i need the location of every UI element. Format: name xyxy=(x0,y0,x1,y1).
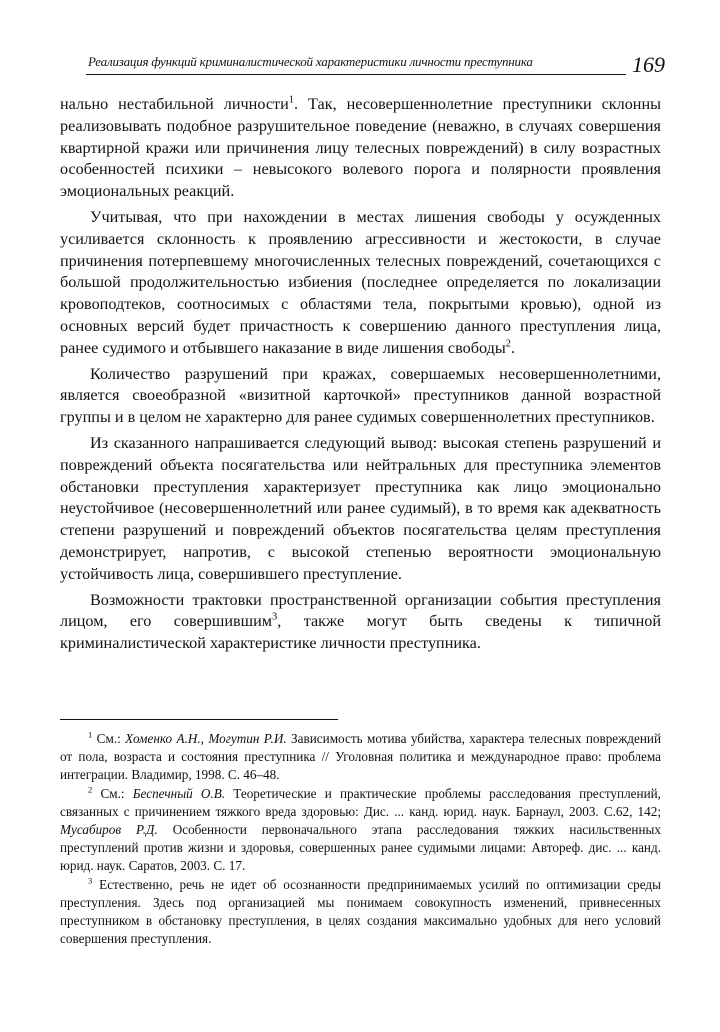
footnote-prefix: См.: xyxy=(92,731,126,746)
paragraph-text: . xyxy=(510,338,516,357)
paragraph-text: Возможности трактовки пространственной организации события преступления лицом, его совершившим xyxy=(60,590,661,631)
paragraph-text: нально нестабильной личности xyxy=(60,95,289,113)
footnote-2 xyxy=(60,785,661,876)
footnote-3 xyxy=(60,876,661,949)
footnote-text: Естественно, речь не идет об осознанности предпринимаемых усилий по оптимизации среды преступления. Здесь под организацией мы понимаем совокупность изменений, привнесенных преступником в обстановку преступления, в целях создания максимально удобных для него условий совершения преступления. xyxy=(60,876,661,947)
page-header xyxy=(60,50,665,84)
body-text xyxy=(60,94,661,659)
footnote-ref-2: 2 xyxy=(505,338,511,350)
footnote-ref-1: 1 xyxy=(288,94,295,106)
footnote-text: Теоретические и практические проблемы расследования преступлений, связанных с причинением тяжкого вреда здоровью: Дис. ... канд. юрид. наук. Барнаул, 2003. С.62, 142; xyxy=(60,785,661,819)
paragraph-1 xyxy=(60,94,661,203)
footnote-number: 1 xyxy=(88,729,93,740)
paragraph-3: Количество разрушений при кражах, совершаемых несовершеннолетними, является своеобразной «визитной карточкой» преступников данной возрастной группы и в целом не характерно для ранее судимых совершеннолетних преступников. xyxy=(60,364,661,427)
page-number: 169 xyxy=(632,52,665,77)
header-rule xyxy=(86,74,626,75)
footnote-rule xyxy=(60,719,338,720)
footnote-text: Зависимость мотива убийства, характера телесных повреждений от пола, возраста и состояния преступника // Уголовная политика и международное право: проблема интеграции. Владимир, 1998. С. 46–48. xyxy=(60,731,661,783)
paragraph-4: Из сказанного напрашивается следующий вывод: высокая степень разрушений и повреждений объекта посягательства или нейтральных для преступника элементов обстановки преступления характеризует преступника как лицо эмоционально неустойчивое (несовершеннолетний или ранее судимый), в то время как адекватность степени разрушений и повреждений объектов посягательства целям преступления демонстрирует, напротив, с высокой степенью вероятности эмоциональную устойчивость лица, совершившего преступление. xyxy=(60,433,661,583)
paragraph-2 xyxy=(60,207,661,360)
footnote-text: Особенности первоначального этапа расследования тяжких насильственных преступлений против жизни и здоровья, совершенных ранее судимыми лицами: Автореф. дис. ... канд. юрид. наук. Саратов, 2003. С. 17. xyxy=(60,822,661,874)
paragraph-5 xyxy=(60,590,661,655)
running-title: Реализация функций криминалистической характеристики личности преступника xyxy=(88,54,533,69)
footnote-number: 3 xyxy=(88,875,93,886)
footnote-author: Мусабиров Р.Д. xyxy=(60,822,158,838)
footnote-author: Хоменко А.Н., Могутин Р.И. xyxy=(125,731,287,746)
paragraph-text: . Так, несовершеннолетние преступники склонны реализовывать подобное разрушительное поведение (неважно, в случаях совершения квартирной кражи или причинения лицу телесных повреждений) в силу возрастных особенностей психики – невысокого волевого порога и полярности проявления эмоциональных реакций. xyxy=(60,95,662,201)
footnote-1 xyxy=(60,730,661,785)
footnote-ref-3: 3 xyxy=(272,611,278,623)
paragraph-text: , также могут быть сведены к типичной криминалистической характеристике личности преступника. xyxy=(60,612,661,653)
paragraph-text: Учитывая, что при нахождении в местах лишения свободы у осужденных усиливается склонность к проявлению агрессивности и жестокости, в случае причинения потерпевшему многочисленных телесных повреждений, сочетающихся с большой продолжительностью избиения (последнее определяется по локализации кровоподтеков, соотносимых с областями тела, покрытыми кровью), одной из основных версий будет причастность к совершению данного преступления лица, ранее судимого и отбывшего наказание в виде лишения свободы xyxy=(60,207,661,357)
footnote-author: Беспечный О.В. xyxy=(132,785,226,801)
footnotes xyxy=(60,730,661,948)
footnote-prefix: См.: xyxy=(92,785,133,801)
footnote-number: 2 xyxy=(88,784,93,795)
